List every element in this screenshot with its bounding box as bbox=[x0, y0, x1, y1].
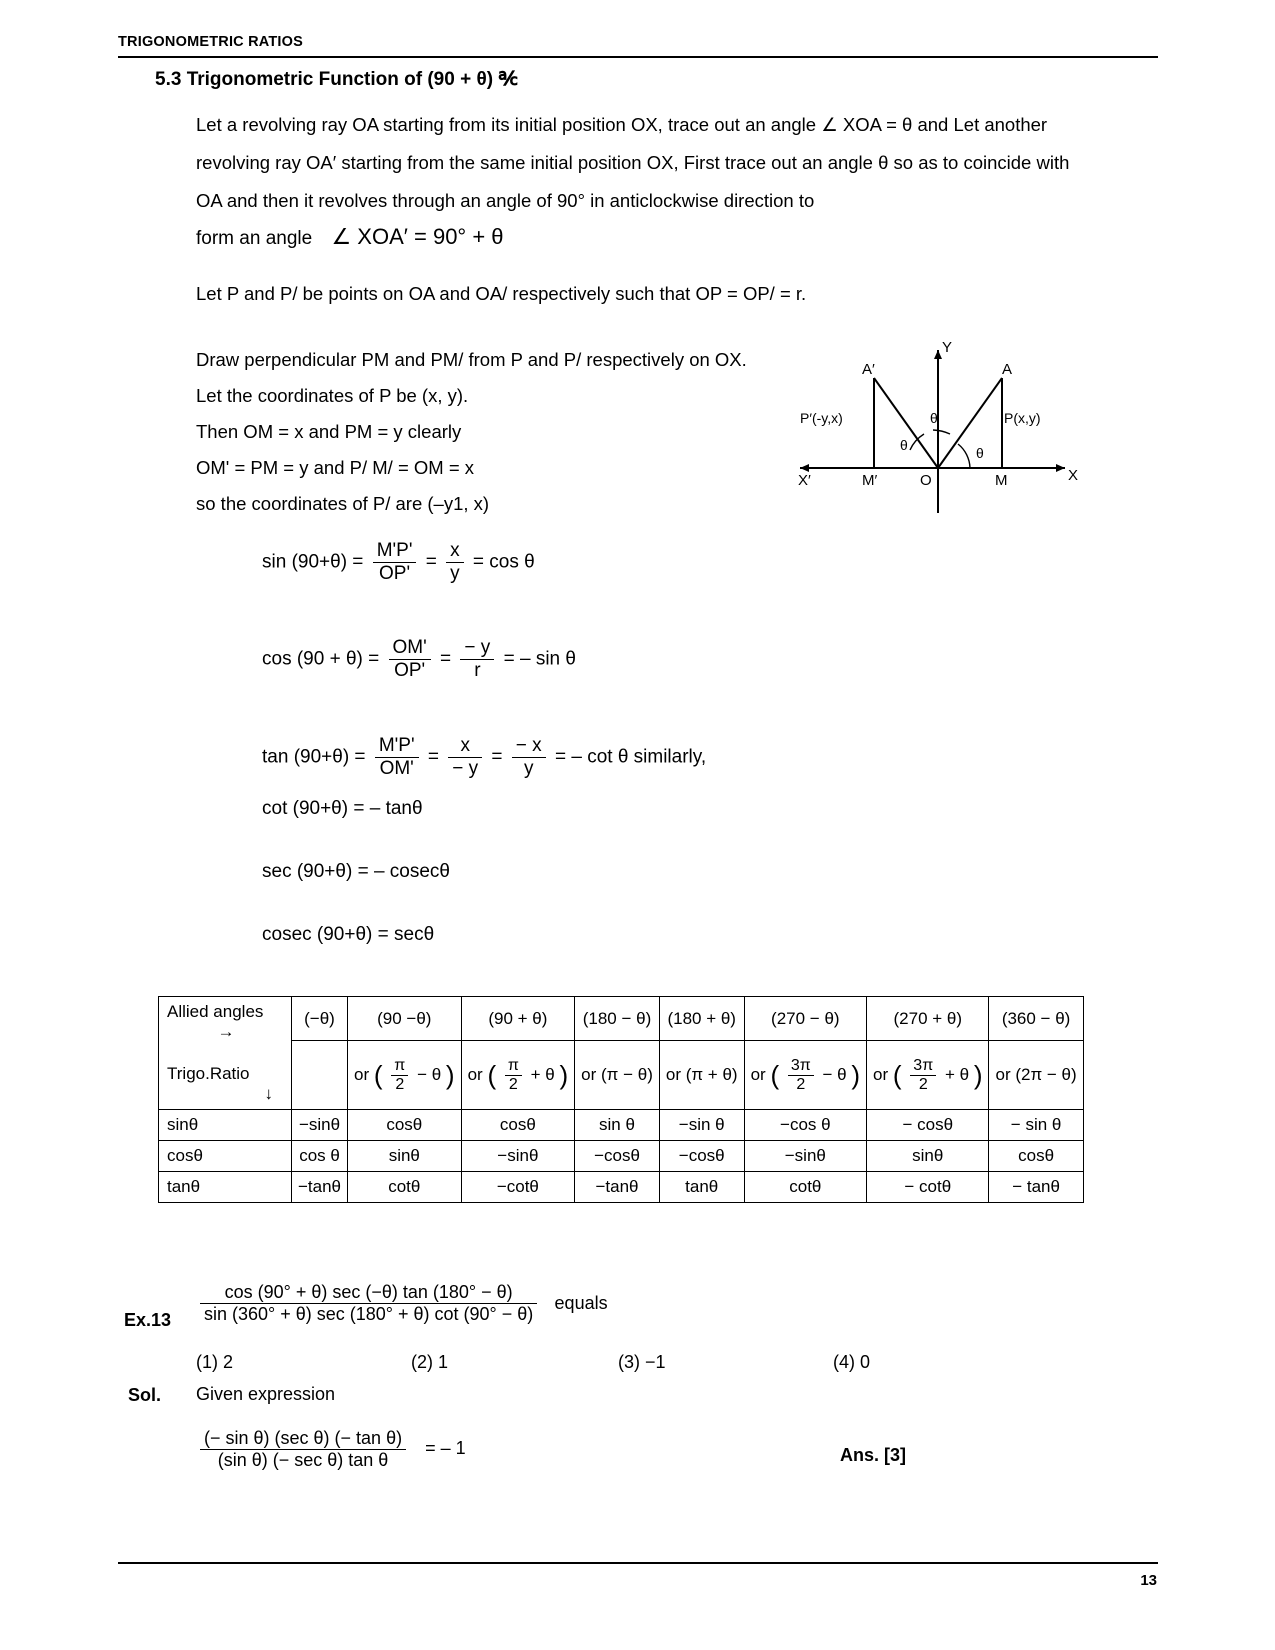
table-cell: −cosθ bbox=[575, 1141, 660, 1172]
example-fraction bbox=[200, 1282, 537, 1325]
page-number: 13 bbox=[1140, 1572, 1157, 1589]
corner-arrow-right: → bbox=[217, 1022, 235, 1041]
table-cell: − sin θ bbox=[989, 1110, 1083, 1141]
frac-num: π bbox=[391, 1057, 408, 1076]
formula-sin-eq2: = bbox=[472, 551, 485, 573]
formula-tan-eq2: = bbox=[491, 746, 503, 768]
formula-tan-eq1: = bbox=[427, 746, 439, 768]
construction-line-3: Then OM = x and PM = y clearly bbox=[196, 421, 462, 442]
row-label: cosθ bbox=[159, 1141, 292, 1172]
table-cell: −sinθ bbox=[292, 1110, 348, 1141]
allied-angles-table bbox=[158, 996, 1084, 1203]
formula-cos bbox=[262, 637, 576, 682]
table-cell: −tanθ bbox=[292, 1172, 348, 1203]
table-cell: sin θ bbox=[575, 1110, 660, 1141]
label-M-prime: M′ bbox=[862, 472, 878, 489]
frac-num: x bbox=[448, 735, 482, 758]
alt-fraction bbox=[910, 1057, 936, 1094]
table-cell: cosθ bbox=[348, 1110, 462, 1141]
table-corner-cell bbox=[159, 997, 292, 1110]
corner-bottom-label: Trigo.Ratio bbox=[167, 1064, 250, 1083]
table-col-alt: or (π + θ) bbox=[659, 1041, 744, 1110]
frac-den: 2 bbox=[796, 1075, 806, 1093]
table-col-header: (90 −θ) bbox=[348, 997, 462, 1041]
alt-fraction bbox=[505, 1057, 522, 1094]
paragraph-intro: Let a revolving ray OA starting from its initial position OX, trace out an angle ∠ XOA = θ and Let another revolving ray OA′ starting from the same initial position OX, First trace out an angle θ so as to coincide with OA and then it revolves through an angle of 90° in anticlockwise direction to bbox=[196, 114, 1070, 211]
frac-num: 3π bbox=[788, 1057, 814, 1076]
example-expression bbox=[196, 1282, 608, 1325]
table-cell: −cosθ bbox=[659, 1141, 744, 1172]
table-cell: − cotθ bbox=[867, 1172, 989, 1203]
formula-sin-frac2 bbox=[446, 540, 464, 585]
construction-line-2: Let the coordinates of P be (x, y). bbox=[196, 385, 469, 406]
formula-sin-eq1: = bbox=[425, 551, 437, 573]
option-4[interactable]: (4) 0 bbox=[833, 1352, 871, 1372]
label-axis-x-neg: X′ bbox=[798, 472, 811, 489]
frac-den: sin (360° + θ) sec (180° + θ) cot (90° − θ) bbox=[204, 1304, 534, 1324]
frac-num: cos (90° + θ) sec (−θ) tan (180° − θ) bbox=[200, 1282, 537, 1304]
table-col-alt: or ( $\frac{3\pi}{2}$ − θ ) bbox=[744, 1041, 866, 1110]
frac-den: OP' bbox=[394, 660, 426, 681]
formula-sin bbox=[262, 540, 535, 585]
table-row-header-alt bbox=[159, 1041, 1084, 1110]
solution-expression bbox=[196, 1428, 466, 1471]
table-cell: −sinθ bbox=[744, 1141, 866, 1172]
label-theta-1: θ bbox=[976, 445, 984, 461]
table-col-header: (−θ) bbox=[292, 997, 348, 1041]
paragraph-points: Let P and P/ be points on OA and OA/ respectively such that OP = OP/ = r. bbox=[196, 283, 807, 304]
table-col-header: (270 − θ) bbox=[744, 997, 866, 1041]
example-equals-word: equals bbox=[554, 1292, 608, 1313]
table-cell: cos θ bbox=[292, 1141, 348, 1172]
option-3[interactable]: (3) −1 bbox=[618, 1352, 666, 1372]
table bbox=[158, 996, 1084, 1203]
option-1[interactable]: (1) 2 bbox=[196, 1352, 234, 1372]
formula-sin-frac1 bbox=[373, 540, 417, 585]
frac-den: (sin θ) (− sec θ) tan θ bbox=[217, 1450, 389, 1470]
table-cell: −cos θ bbox=[744, 1110, 866, 1141]
frac-num: − x bbox=[512, 735, 546, 758]
table-col-alt: or (π − θ) bbox=[575, 1041, 660, 1110]
frac-den: OP' bbox=[379, 563, 411, 584]
formula-tan-frac3 bbox=[512, 735, 546, 780]
table-cell: − tanθ bbox=[989, 1172, 1083, 1203]
table-col-alt: or ( $\frac{\pi}{2}$ − θ ) bbox=[348, 1041, 462, 1110]
table-col-alt: or (2π − θ) bbox=[989, 1041, 1083, 1110]
table-col-header: (360 − θ) bbox=[989, 997, 1083, 1041]
alt-prefix: or bbox=[467, 1064, 483, 1084]
formula-cos-eq1: = bbox=[440, 648, 452, 670]
table-cell: cosθ bbox=[461, 1110, 575, 1141]
table-cell: −tanθ bbox=[575, 1172, 660, 1203]
label-origin: O bbox=[920, 472, 932, 489]
alt-fraction bbox=[788, 1057, 814, 1094]
formula-tan-eq3: = bbox=[554, 746, 567, 768]
formula-tan-lhs: tan (90+θ) = bbox=[262, 746, 366, 768]
table-col-alt: or ( $\frac{3\pi}{2}$ + θ ) bbox=[867, 1041, 989, 1110]
formula-tan-rhs: – cot θ similarly, bbox=[571, 746, 707, 768]
alt-sign: − θ bbox=[417, 1064, 442, 1084]
table-cell: −sin θ bbox=[659, 1110, 744, 1141]
construction-line-4: OM' = PM = y and P/ M/ = OM = x bbox=[196, 457, 475, 478]
table-row bbox=[159, 1172, 1084, 1203]
frac-den: 2 bbox=[395, 1075, 405, 1093]
alt-sign: + θ bbox=[530, 1064, 555, 1084]
formula-cos-frac1 bbox=[389, 637, 431, 682]
table-cell: − cosθ bbox=[867, 1110, 989, 1141]
row-label: tanθ bbox=[159, 1172, 292, 1203]
frac-den: r bbox=[474, 660, 481, 681]
frac-den: y bbox=[523, 758, 534, 779]
table-row bbox=[159, 1141, 1084, 1172]
paragraph-form-angle bbox=[196, 218, 1096, 258]
formula-tan-frac2 bbox=[448, 735, 482, 780]
table-col-header: (180 − θ) bbox=[575, 997, 660, 1041]
table-col-alt-empty bbox=[292, 1041, 348, 1110]
frac-num: π bbox=[505, 1057, 522, 1076]
formula-tan bbox=[262, 735, 706, 780]
solution-result: = – 1 bbox=[425, 1438, 466, 1459]
label-theta-2: θ bbox=[900, 437, 908, 453]
page-title: 5.3 Trigonometric Function of (90 + θ) ℀ bbox=[155, 69, 518, 90]
running-header: TRIGONOMETRIC RATIOS bbox=[118, 34, 303, 50]
corner-arrow-down: ↓ bbox=[264, 1084, 273, 1103]
table-cell: cotθ bbox=[348, 1172, 462, 1203]
diagram-svg bbox=[790, 338, 1090, 518]
label-axis-y: Y bbox=[942, 339, 953, 356]
table-row bbox=[159, 1110, 1084, 1141]
table-col-header: (90 + θ) bbox=[461, 997, 575, 1041]
footer-divider bbox=[118, 1562, 1158, 1564]
corner-top-label: Allied angles bbox=[167, 1002, 264, 1021]
formula-cosec: cosec (90+θ) = secθ bbox=[262, 924, 435, 945]
formula-sin-rhs: cos θ bbox=[489, 551, 535, 573]
table-row-header-main bbox=[159, 997, 1084, 1041]
alt-fraction bbox=[391, 1057, 408, 1094]
frac-den: y bbox=[450, 563, 460, 584]
form-angle-lead: form an angle bbox=[196, 228, 313, 249]
table-col-header: (180 + θ) bbox=[659, 997, 744, 1041]
frac-den: 2 bbox=[918, 1075, 928, 1093]
table-cell: sinθ bbox=[348, 1141, 462, 1172]
formula-cot: cot (90+θ) = – tanθ bbox=[262, 798, 423, 819]
formula-sec: sec (90+θ) = – cosecθ bbox=[262, 861, 450, 882]
label-P: P(x,y) bbox=[1004, 410, 1041, 426]
alt-prefix: or bbox=[750, 1064, 766, 1084]
table-col-header: (270 + θ) bbox=[867, 997, 989, 1041]
table-col-alt: or ( $\frac{\pi}{2}$ + θ ) bbox=[461, 1041, 575, 1110]
solution-fraction bbox=[200, 1428, 406, 1471]
formula-tan-frac1 bbox=[375, 735, 419, 780]
table-cell: −sinθ bbox=[461, 1141, 575, 1172]
solution-text: Given expression bbox=[196, 1384, 336, 1404]
frac-num: x bbox=[446, 540, 464, 563]
frac-den: OM' bbox=[379, 758, 414, 779]
alt-prefix: or bbox=[873, 1064, 889, 1084]
frac-num: OM' bbox=[389, 637, 431, 660]
example-label: Ex.13 bbox=[124, 1310, 172, 1330]
formula-cos-frac2 bbox=[460, 637, 494, 682]
formula-cos-eq2: = bbox=[503, 648, 515, 670]
form-angle-math: ∠ XOA′ = 90° + θ bbox=[331, 224, 504, 249]
solution-label: Sol. bbox=[128, 1385, 162, 1405]
header-divider bbox=[118, 56, 1158, 58]
label-P-prime: P′(-y,x) bbox=[800, 410, 843, 426]
coordinate-diagram bbox=[790, 338, 1090, 518]
construction-line-1: Draw perpendicular PM and PM/ from P and P/ respectively on OX. bbox=[196, 349, 747, 370]
label-theta-3: θ bbox=[930, 410, 938, 426]
frac-num: − y bbox=[460, 637, 494, 660]
frac-num: M'P' bbox=[373, 540, 417, 563]
table-cell: −cotθ bbox=[461, 1172, 575, 1203]
table-cell: tanθ bbox=[659, 1172, 744, 1203]
table-cell: cotθ bbox=[744, 1172, 866, 1203]
label-A: A bbox=[1002, 361, 1013, 378]
frac-num: 3π bbox=[910, 1057, 936, 1076]
construction-line-5: so the coordinates of P/ are (–y1, x) bbox=[196, 493, 490, 514]
label-axis-x: X bbox=[1068, 467, 1079, 484]
frac-den: 2 bbox=[508, 1075, 518, 1093]
alt-prefix: or bbox=[354, 1064, 370, 1084]
formula-cos-lhs: cos (90 + θ) = bbox=[262, 648, 380, 670]
paragraph-construction bbox=[196, 342, 816, 522]
alt-sign: + θ bbox=[944, 1064, 970, 1084]
option-2[interactable]: (2) 1 bbox=[411, 1352, 449, 1372]
frac-num: (− sin θ) (sec θ) (− tan θ) bbox=[200, 1428, 406, 1450]
frac-den: − y bbox=[452, 758, 479, 779]
formula-cos-rhs: – sin θ bbox=[519, 648, 576, 670]
table-cell: sinθ bbox=[867, 1141, 989, 1172]
formula-sin-lhs: sin (90+θ) = bbox=[262, 551, 364, 573]
alt-sign: − θ bbox=[822, 1064, 847, 1084]
row-label: sinθ bbox=[159, 1110, 292, 1141]
frac-num: M'P' bbox=[375, 735, 419, 758]
answer-badge: Ans. [3] bbox=[840, 1445, 907, 1465]
label-M: M bbox=[995, 472, 1008, 489]
label-A-prime: A′ bbox=[862, 361, 875, 378]
table-cell: cosθ bbox=[989, 1141, 1083, 1172]
